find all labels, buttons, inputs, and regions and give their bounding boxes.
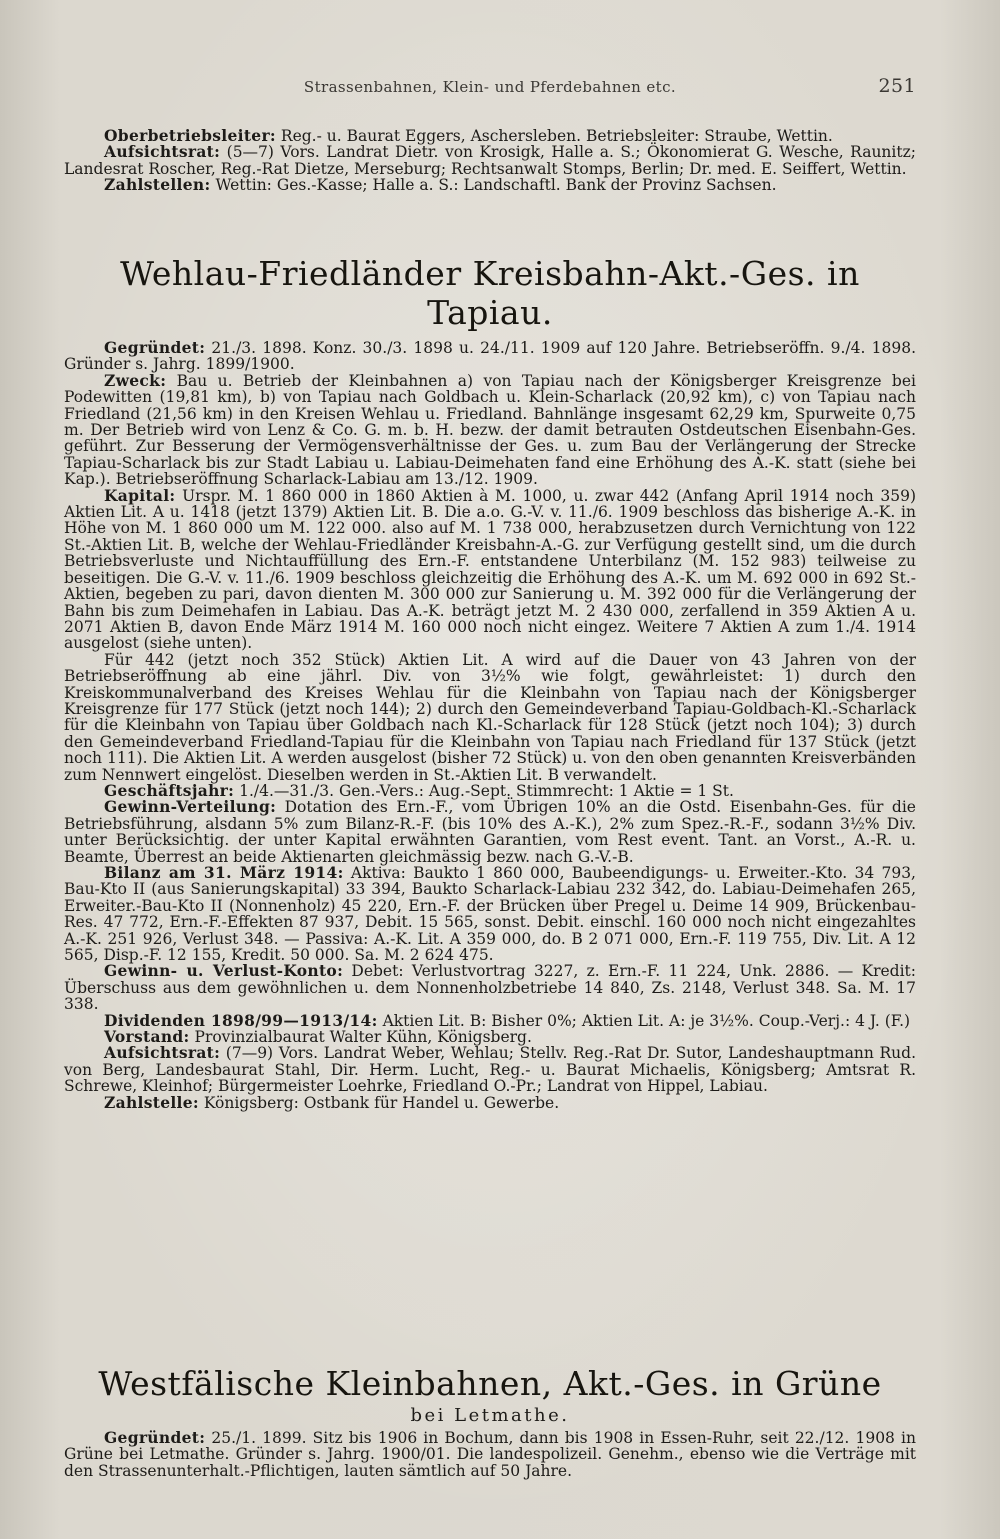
entry-label: Aufsichtsrat: [104,142,221,162]
entry-gegruendet [64,340,916,373]
entry-text: Aktiva: Baukto 1 860 000, Baubeendigungs- u. Erweiter.-Kto. 34 793, Bau-Kto II (aus Sanierungskapital) 33 394, Baukto Scharlack-Labiau 232 342, do. Labiau-Deimehafen 265, Erweiter.-Bau-Kto II (Nonnenholz) 45 220, Ern.-F. der Brücken über Pregel u. Deime 14 909, Brückenbau-Res. 47 772, Ern.-F.-Effekten 87 937, Debit. 15 565, sonst. Debit. einschl. 160 000 noch nicht eingezahltes A.-K. 251 926, Verlust 348. — Passiva: A.-K. Lit. A 359 000, do. B 2 071 000, Ern.-F. 119 755, Div. Lit. A 12 565, Disp.-F. 12 155, Kredit. 50 000. Sa. M. 2 624 475. [64,864,916,965]
entry-text: Urspr. M. 1 860 000 in 1860 Aktien à M. 1000, u. zwar 442 (Anfang April 1914 noch 359) Aktien Lit. A u. 1418 (jetzt 1379) Aktien Lit. B. Die a.o. G.-V. v. 11./6. 1909 beschloss das bisherige A.-K. in Höhe von M. 1 860 000 um M. 122 000. also auf M. 1 738 000, herabzusetzen durch Vernichtung von 122 St.-Aktien Lit. B, welche der Wehlau-Friedländer Kreisbahn-A.-G. zur Verfügung gestellt sind, um die durch Betriebsverluste und Nichtauffüllung des Ern.-F. entstandene Unterbilanz (M. 152 983) teilweise zu beseitigen. Die G.-V. v. 11./6. 1909 beschloss gleichzeitig die Erhöhung des A.-K. um M. 692 000 in 692 St.-Aktien, begeben zu pari, davon dienten M. 300 000 zur Sanierung u. M. 392 000 für die Verlängerung der Bahn bis zum Deimehafen in Labiau. Das A.-K. beträgt jetzt M. 2 430 000, zerfallend in 359 Aktien A u. 2071 Aktien B, davon Ende März 1914 M. 160 000 noch nicht eingez. Weitere 7 Aktien A zum 1./4. 1914 ausgelost (siehe unten). [64,486,916,653]
entry-garantie [64,652,916,783]
entry-zahlstellen [64,177,916,193]
entry-label: Gegründet: [104,338,206,357]
entry-aufsichtsrat [64,144,916,177]
entry-bilanz [64,865,916,963]
entry-label: Gegründet: [104,1428,206,1447]
entry-label: Geschäftsjahr: [104,780,235,800]
entry-text: Aktien Lit. B: Bisher 0%; Aktien Lit. A: je 3½%. Coup.-Verj.: 4 J. (F.) [382,1011,911,1030]
running-head-title: Strassenbahnen, Klein- und Pferdebahnen etc. [303,78,677,96]
entry-label: Oberbetriebsleiter: [104,126,276,145]
running-head [64,75,916,102]
entry-label: Zahlstelle: [104,1092,199,1112]
entry-text: Wettin: Ges.-Kasse; Halle a. S.: Landschaftl. Bank der Provinz Sachsen. [215,176,777,195]
company-wehlau-friedland [64,254,916,1111]
entry-label: Aufsichtsrat: [104,1043,221,1063]
entry-label: Gewinn- u. Verlust-Konto: [104,961,344,981]
entry-gewinn-verlust-konto [64,963,916,1012]
page-number: 251 [878,75,916,97]
entry-text: Debet: Verlustvortrag 3227, z. Ern.-F. 11 224, Unk. 2886. — Kredit: Überschuss aus dem gewöhnlichen u. dem Nonnenholzbetriebe 14 840, Zs. 2148, Verlust 348. Sa. M. 17 338. [64,962,916,1014]
company-heading: Westfälische Kleinbahnen, Akt.-Ges. in Grüne [98,1364,882,1403]
entry-label: Zweck: [104,370,167,390]
entry-text: Reg.- u. Baurat Eggers, Aschersleben. Betriebsleiter: Straube, Wettin. [280,127,833,145]
entry-label: Bilanz am 31. März 1914: [104,863,344,882]
company-heading: Wehlau-Friedländer Kreisbahn-Akt.-Ges. in Tapiau. [120,254,860,332]
entry-aufsichtsrat [64,1045,916,1094]
entry-gewinn-verteilung [64,799,916,865]
carryover-section [64,128,916,194]
entry-text: Königsberg: Ostbank für Handel u. Gewerbe. [203,1093,560,1112]
entry-zweck [64,370,916,489]
company-subheading: bei Letmathe. [410,1405,570,1426]
entry-label: Gewinn-Verteilung: [104,797,277,817]
entry-label: Zahlstellen: [104,175,211,195]
entry-label: Dividenden 1898/99—1913/14: [104,1010,378,1030]
entry-label: Kapital: [104,485,176,505]
entry-text: (5—7) Vors. Landrat Dietr. von Krosigk, Halle a. S.; Ökonomierat G. Wesche, Raunitz; Landesrat Roscher, Reg.-Rat Dietze, Merseburg; Rechtsanwalt Stomps, Berlin; Dr. med. E. Seiffert, Wettin. [64,143,916,178]
entry-gegruendet [64,1430,916,1479]
entry-kapital [64,485,916,653]
entry-dividenden [64,1010,916,1030]
entry-text: Bau u. Betrieb der Kleinbahnen a) von Tapiau nach der Königsberger Kreisgrenze bei Podewitten (19,81 km), b) von Tapiau nach Goldbach u. Klein-Scharlack (20,92 km), c) von Tapiau nach Friedland (21,56 km) in den Kreisen Wehlau u. Friedland. Bahnlänge insgesamt 62,29 km, Spurweite 0,75 m. Der Betrieb wird von Lenz & Co. G. m. b. H. bezw. der damit betrauten Ostdeutschen Eisenbahn-Ges. geführt. Zur Besserung der Vermögensverhältnisse der Ges. u. zum Bau der Verlängerung der Strecke Tapiau-Scharlack bis zur Stadt Labiau u. Labiau-Deimehaten fand eine Erhöhung des A.-K. statt (siehe bei Kap.). Betriebseröffnung Scharlack-Labiau am 13./12. 1909. [64,371,916,489]
entry-text: 21./3. 1898. Konz. 30./3. 1898 u. 24./11. 1909 auf 120 Jahre. Betriebseröffn. 9./4. 1898. Gründer s. Jahrg. 1899/1900. [64,339,916,374]
entry-text: Dotation des Ern.-F., vom Übrigen 10% an die Ostd. Eisenbahn-Ges. für die Betriebsführung, alsdann 5% zum Bilanz-R.-F. (bis 10% des A.-K.), 2% zum Spez.-R.-F., sodann 3½% Div. unter Berücksichtig. der unter Kapital erwähnten Garantien, vom Rest event. Tant. an Vorst., A.-R. u. Beamte, Überrest an beide Aktienarten gleichmässig bezw. nach G.-V.-B. [64,798,916,866]
entry-label: Vorstand: [104,1027,190,1047]
entry-text: Für 442 (jetzt noch 352 Stück) Aktien Lit. A wird auf die Dauer von 43 Jahren von der Betriebseröffnung ab eine jährl. Div. von 3½% wie folgt, gewährleistet: 1) durch den Kreiskommunalverband des Kreises Wehlau für die Kleinbahn von Tapiau nach der Königsberger Kreisgrenze für 177 Stück (jetzt noch 144); 2) durch den Gemeindeverband Tapiau-Goldbach-Kl.-Scharlack für die Kleinbahn von Tapiau über Goldbach nach Kl.-Scharlack für 128 Stück (jetzt noch 104); 3) durch den Gemeindeverband Friedland-Tapiau für die Kleinbahn von Tapiau nach Friedland für 137 Stück (jetzt noch 111). Die Aktien Lit. A werden ausgelost (bisher 72 Stück) u. von den oben genannten Kreisverbänden zum Nennwert eingelöst. Dieselben werden in St.-Aktien Lit. B verwandelt. [64,650,916,784]
company-westfaelische-kleinbahnen [64,1364,916,1479]
entry-text: (7—9) Vors. Landrat Weber, Wehlau; Stellv. Reg.-Rat Dr. Sutor, Landeshauptmann Rud. von Berg, Landesbaurat Stahl, Dir. Herm. Lucht, Reg.- u. Baurat Michaelis, Königsberg; Amtsrat R. Schrewe, Kleinhof; Bürgermeister Loehrke, Friedland O.-Pr.; Landrat von Hippel, Labiau. [64,1044,916,1096]
entry-text: 25./1. 1899. Sitz bis 1906 in Bochum, dann bis 1908 in Essen-Ruhr, seit 22./12. 1908 in Grüne bei Letmathe. Gründer s. Jahrg. 1900/01. Die landespolizeil. Genehm., ebenso wie die Verträge mit den Strassenunterhalt.-Pflichtigen, lauten sämtlich auf 50 Jahre. [64,1429,916,1480]
entry-text: 1./4.—31./3. Gen.-Vers.: Aug.-Sept. Stimmrecht: 1 Aktie = 1 St. [239,781,734,800]
entry-text: Provinzialbaurat Walter Kühn, Königsberg. [194,1028,532,1047]
entry-zahlstelle [64,1092,916,1112]
